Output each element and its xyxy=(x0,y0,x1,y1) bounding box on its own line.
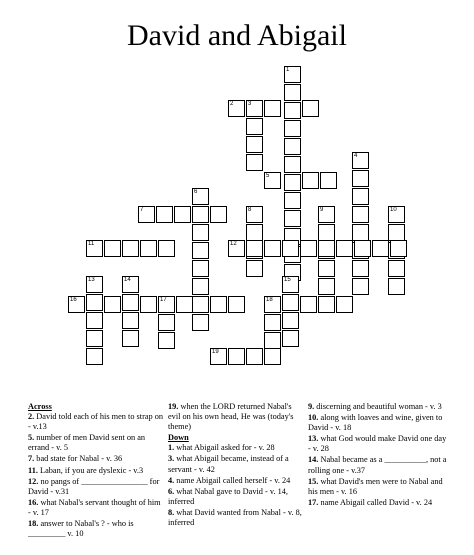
clue-number: 2. xyxy=(28,412,35,422)
grid-cell[interactable] xyxy=(192,206,209,223)
grid-cell[interactable] xyxy=(156,206,173,223)
clue-number: 13. xyxy=(308,434,319,444)
down-clue xyxy=(168,476,304,486)
cell-number: 4 xyxy=(354,153,358,159)
across-heading: Across xyxy=(28,402,52,411)
clue-number: 17. xyxy=(308,497,319,507)
down-clue xyxy=(308,434,448,454)
clue-text: what David's men were to Nabal and his men - v. 16 xyxy=(308,476,443,496)
grid-cell[interactable] xyxy=(284,120,301,137)
grid-cell[interactable] xyxy=(192,242,209,259)
clue-text: when the LORD returned Nabal's evil on his own head, He was (today's theme) xyxy=(168,402,294,432)
clue-number: 16. xyxy=(28,497,39,507)
across-clue xyxy=(28,454,164,464)
across-clue-list-continued xyxy=(168,402,304,432)
grid-cell[interactable] xyxy=(158,332,175,349)
clue-text: name Abigail called David - v. 24 xyxy=(318,497,433,507)
grid-cell[interactable] xyxy=(318,224,335,241)
grid-cell[interactable] xyxy=(284,210,301,227)
grid-cell[interactable] xyxy=(122,330,139,347)
grid-cell[interactable] xyxy=(264,332,281,349)
clue-number: 15. xyxy=(308,476,319,486)
clue-number: 14. xyxy=(308,455,319,465)
cell-number: 8 xyxy=(248,207,252,213)
clues-column-1 xyxy=(28,402,164,540)
down-clue xyxy=(168,487,304,507)
down-clue xyxy=(308,455,448,475)
cell-number: 14 xyxy=(124,277,131,283)
grid-cell[interactable] xyxy=(352,278,369,295)
grid-cell[interactable] xyxy=(318,278,335,295)
grid-cell[interactable] xyxy=(140,240,157,257)
grid-cell[interactable] xyxy=(302,100,319,117)
cell-number: 10 xyxy=(390,207,397,213)
grid-cell[interactable] xyxy=(192,188,209,205)
grid-cell[interactable] xyxy=(352,188,369,205)
cell-number: 5 xyxy=(266,173,270,179)
clue-number: 10. xyxy=(308,413,319,423)
across-clue xyxy=(28,466,164,476)
grid-cell[interactable] xyxy=(68,296,85,313)
grid-cell[interactable] xyxy=(282,276,299,293)
grid-cell[interactable] xyxy=(388,278,405,295)
grid-cell[interactable] xyxy=(352,152,369,169)
cell-number: 1 xyxy=(286,67,290,73)
across-clue xyxy=(28,498,164,518)
cell-number: 18 xyxy=(266,297,273,303)
grid-cell[interactable] xyxy=(122,276,139,293)
grid-cell[interactable] xyxy=(336,296,353,313)
grid-cell[interactable] xyxy=(284,102,301,119)
grid-cell[interactable] xyxy=(284,84,301,101)
cell-number: 9 xyxy=(320,207,324,213)
clue-number: 9. xyxy=(308,402,315,411)
grid-cell[interactable] xyxy=(246,348,263,365)
down-clue-list-continued xyxy=(308,402,448,508)
down-clue xyxy=(168,443,304,453)
grid-cell[interactable] xyxy=(282,330,299,347)
down-clue xyxy=(308,477,448,497)
grid-cell[interactable] xyxy=(282,240,299,257)
grid-cell[interactable] xyxy=(210,206,227,223)
cell-number: 2 xyxy=(230,101,234,107)
grid-cell[interactable] xyxy=(246,100,263,117)
down-clue xyxy=(168,454,304,474)
grid-cell[interactable] xyxy=(264,240,281,257)
clue-number: 6. xyxy=(168,486,175,496)
clue-number: 11. xyxy=(28,465,38,475)
clue-text: what Nabal gave to David - v. 14, inferred xyxy=(168,486,288,506)
grid-cell[interactable] xyxy=(388,260,405,277)
grid-cell[interactable] xyxy=(352,206,369,223)
grid-cell[interactable] xyxy=(122,312,139,329)
grid-cell[interactable] xyxy=(176,296,193,313)
grid-cell[interactable] xyxy=(228,100,245,117)
clue-number: 4. xyxy=(168,475,175,485)
clue-text: Laban, if you are dyslexic - v.3 xyxy=(37,465,144,475)
grid-cell[interactable] xyxy=(192,224,209,241)
grid-cell[interactable] xyxy=(282,294,299,311)
cell-number: 13 xyxy=(88,277,95,283)
grid-cell[interactable] xyxy=(246,240,263,257)
down-clue-list xyxy=(168,443,304,528)
across-clue xyxy=(28,519,164,539)
grid-cell[interactable] xyxy=(300,240,317,257)
clue-number: 12. xyxy=(28,476,39,486)
grid-cell[interactable] xyxy=(352,170,369,187)
grid-cell[interactable] xyxy=(390,240,407,257)
grid-cell[interactable] xyxy=(302,172,319,189)
grid-cell[interactable] xyxy=(246,224,263,241)
clue-text: Nabal became as a __________, not a rolling one - v.37 xyxy=(308,455,447,475)
clue-number: 8. xyxy=(168,507,175,517)
cell-number: 15 xyxy=(284,277,291,283)
grid-cell[interactable] xyxy=(192,278,209,295)
down-clue xyxy=(308,498,448,508)
across-clue xyxy=(28,433,164,453)
grid-cell[interactable] xyxy=(264,100,281,117)
grid-cell[interactable] xyxy=(284,138,301,155)
grid-cell[interactable] xyxy=(264,296,281,313)
down-heading: Down xyxy=(168,433,189,443)
down-clue xyxy=(308,413,448,433)
clue-text: name Abigail called herself - v. 24 xyxy=(174,475,291,485)
clue-number: 1. xyxy=(168,443,175,453)
grid-cell[interactable] xyxy=(318,260,335,277)
grid-cell[interactable] xyxy=(228,296,245,313)
grid-cell[interactable] xyxy=(192,314,209,331)
down-clue xyxy=(168,508,304,528)
across-clue xyxy=(168,402,304,432)
grid-cell[interactable] xyxy=(158,240,175,257)
grid-cell[interactable] xyxy=(86,240,103,257)
grid-cell[interactable] xyxy=(86,276,103,293)
grid-cell[interactable] xyxy=(318,296,335,313)
grid-cell[interactable] xyxy=(318,206,335,223)
grid-cell[interactable] xyxy=(158,296,175,313)
grid-cell[interactable] xyxy=(86,312,103,329)
across-clue-list xyxy=(28,412,164,539)
grid-cell[interactable] xyxy=(140,296,157,313)
clue-text: no pangs of ________________ for David - v.31 xyxy=(28,476,160,496)
cell-number: 7 xyxy=(140,207,144,213)
clue-number: 19. xyxy=(168,402,179,411)
grid-cell[interactable] xyxy=(228,348,245,365)
grid-cell[interactable] xyxy=(228,240,245,257)
cell-number: 6 xyxy=(194,189,198,195)
grid-cell[interactable] xyxy=(122,294,139,311)
grid-cell[interactable] xyxy=(192,296,209,313)
grid-cell[interactable] xyxy=(192,260,209,277)
grid-cell[interactable] xyxy=(284,156,301,173)
grid-cell[interactable] xyxy=(246,136,263,153)
clue-number: 5. xyxy=(28,433,35,443)
cell-number: 16 xyxy=(70,297,77,303)
grid-cell[interactable] xyxy=(86,348,103,365)
clues-column-3 xyxy=(308,402,448,509)
grid-cell[interactable] xyxy=(282,312,299,329)
grid-cell[interactable] xyxy=(318,240,335,257)
grid-cell[interactable] xyxy=(354,240,371,257)
grid-cell[interactable] xyxy=(246,260,263,277)
cell-number: 11 xyxy=(88,241,95,247)
grid-cell[interactable] xyxy=(86,330,103,347)
grid-cell[interactable] xyxy=(246,118,263,135)
grid-cell[interactable] xyxy=(352,224,369,241)
cell-number: 17 xyxy=(160,297,167,303)
grid-cell[interactable] xyxy=(352,260,369,277)
grid-cell[interactable] xyxy=(388,206,405,223)
grid-cell[interactable] xyxy=(104,296,121,313)
across-clue xyxy=(28,412,164,432)
grid-cell[interactable] xyxy=(210,348,227,365)
down-clue xyxy=(308,402,448,412)
grid-cell[interactable] xyxy=(264,348,281,365)
clue-text: what Abigail asked for - v. 28 xyxy=(174,443,275,453)
grid-cell[interactable] xyxy=(300,296,317,313)
clue-text: number of men David sent on an errand - v. 5 xyxy=(28,433,146,453)
clue-text: what Abigail became, instead of a servant - v. 42 xyxy=(168,454,289,474)
across-clue xyxy=(28,477,164,497)
grid-cell[interactable] xyxy=(264,314,281,331)
grid-cell[interactable] xyxy=(210,296,227,313)
grid-cell[interactable] xyxy=(372,240,389,257)
cell-number: 19 xyxy=(212,349,219,355)
grid-cell[interactable] xyxy=(138,206,155,223)
clue-text: what Nabal's servant thought of him - v. 17 xyxy=(28,497,161,517)
clue-text: David told each of his men to strap on - v.13 xyxy=(28,412,164,432)
grid-cell[interactable] xyxy=(388,224,405,241)
clue-text: along with loaves and wine, given to David - v. 18 xyxy=(308,413,443,433)
clue-text: what God would make David one day - v. 28 xyxy=(308,434,447,454)
grid-cell[interactable] xyxy=(264,172,281,189)
cell-number: 3 xyxy=(248,101,252,107)
grid-cell[interactable] xyxy=(320,172,337,189)
grid-cell[interactable] xyxy=(284,192,301,209)
clues-column-2 xyxy=(168,402,304,529)
grid-cell[interactable] xyxy=(104,240,121,257)
grid-cell[interactable] xyxy=(284,66,301,83)
grid-cell[interactable] xyxy=(246,154,263,171)
grid-cell[interactable] xyxy=(158,314,175,331)
clue-number: 7. xyxy=(28,454,35,464)
grid-cell[interactable] xyxy=(122,240,139,257)
cell-number: 12 xyxy=(230,241,237,247)
clue-number: 18. xyxy=(28,519,39,529)
grid-cell[interactable] xyxy=(174,206,191,223)
grid-cell[interactable] xyxy=(246,206,263,223)
clue-text: discerning and beautiful woman - v. 3 xyxy=(314,402,442,411)
clue-text: what David wanted from Nabal - v. 8, inferred xyxy=(168,507,302,528)
clue-number: 3. xyxy=(168,454,175,464)
grid-cell[interactable] xyxy=(86,294,103,311)
grid-cell[interactable] xyxy=(284,174,301,191)
clue-text: answer to Nabal's ? - who is _________ v. 10 xyxy=(28,519,134,539)
clue-text: bad state for Nabal - v. 36 xyxy=(34,454,123,464)
puzzle-title: David and Abigail xyxy=(127,19,347,52)
grid-cell[interactable] xyxy=(336,240,353,257)
